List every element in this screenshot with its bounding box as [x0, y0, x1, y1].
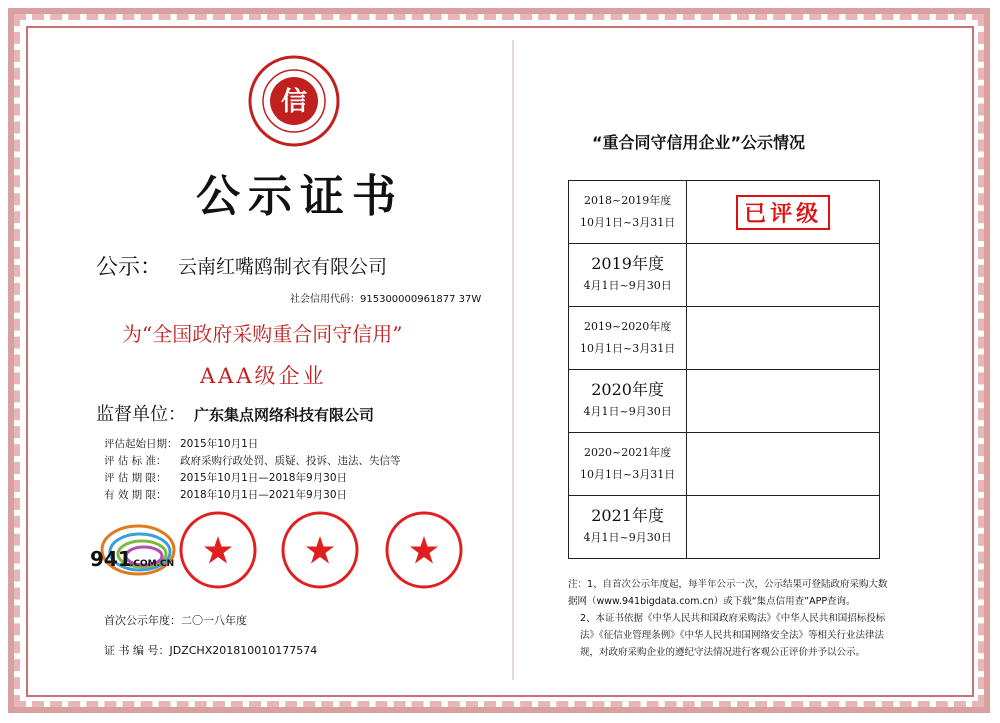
- notes: [568, 576, 894, 661]
- note-1: 注：1、自首次公示年度起，每半年公示一次，公示结果可登陆政府采购大数据网（www.941bigdata.com.cn）或下载“集点信用查”APP查询。: [568, 579, 888, 607]
- honor-line: 为“全国政府采购重合同守信用”: [122, 322, 403, 346]
- supervisor-name: 广东集点网络科技有限公司: [194, 406, 375, 424]
- period-cell: 2019年度 4月1日~9月30日: [569, 244, 687, 307]
- status-cell: [687, 433, 880, 496]
- certificate-title: 公示证书: [196, 171, 404, 222]
- table-row: [569, 307, 880, 370]
- seal-research-institute: [178, 510, 258, 590]
- seal-company: [280, 510, 360, 590]
- period-cell: 2018~2019年度 10月1日~3月31日: [569, 181, 687, 244]
- supervisor-label: 监督单位：: [96, 404, 186, 425]
- info-row: 评估起始日期： 2015年10月1日: [104, 438, 259, 450]
- info-row: 评 估 标 准： 政府采购行政处罚、质疑、投诉、违法、失信等: [104, 455, 401, 467]
- note-2: 2、本证书依据《中华人民共和国政府采购法》《中华人民共和国招标投标法》《征信业管理条例》《中华人民共和国网络安全法》等相关行业法律法规，对政府采购企业的遵纪守法情况进行客观公正评价并予以公示。: [580, 613, 886, 658]
- table-row: [569, 496, 880, 559]
- table-row: [569, 244, 880, 307]
- supervisor: [96, 400, 374, 426]
- svg-text:.COM.CN: .COM.CN: [130, 559, 175, 569]
- table-row: [569, 433, 880, 496]
- company-name: 云南红嘴鸥制衣有限公司: [178, 256, 388, 278]
- honor-level: AAA级企业: [200, 364, 327, 388]
- svg-text:941: 941: [90, 547, 132, 571]
- status-title: “重合同守信用企业”公示情况: [592, 133, 806, 152]
- status-cell: [687, 307, 880, 370]
- status-cell: [687, 181, 880, 244]
- info-row: 有 效 期 限： 2018年10月1日—2021年9月30日: [104, 489, 348, 501]
- credit-code: 社会信用代码：915300000961877 37W: [290, 294, 482, 305]
- brand-941-logo: [88, 520, 180, 586]
- first-publish-year: 首次公示年度：二〇一八年度: [104, 614, 247, 627]
- credit-logo: [248, 55, 340, 147]
- seal-bigdata-net: [384, 510, 464, 590]
- table-row: [569, 370, 880, 433]
- period-cell: 2020~2021年度 10月1日~3月31日: [569, 433, 687, 496]
- status-cell: [687, 370, 880, 433]
- certificate-number: 证 书 编 号：JDZCHX201810010177574: [104, 644, 318, 657]
- status-cell: [687, 496, 880, 559]
- center-divider: [512, 40, 514, 680]
- publicity-label: 公示：: [96, 255, 163, 280]
- status-table: [568, 180, 880, 559]
- status-cell: [687, 244, 880, 307]
- rated-stamp: 已评级: [736, 195, 830, 230]
- period-cell: 2021年度 4月1日~9月30日: [569, 496, 687, 559]
- period-cell: 2020年度 4月1日~9月30日: [569, 370, 687, 433]
- table-row: [569, 181, 880, 244]
- info-row: 评 估 期 限： 2015年10月1日—2018年9月30日: [104, 472, 348, 484]
- svg-text:信: 信: [280, 87, 308, 117]
- period-cell: 2019~2020年度 10月1日~3月31日: [569, 307, 687, 370]
